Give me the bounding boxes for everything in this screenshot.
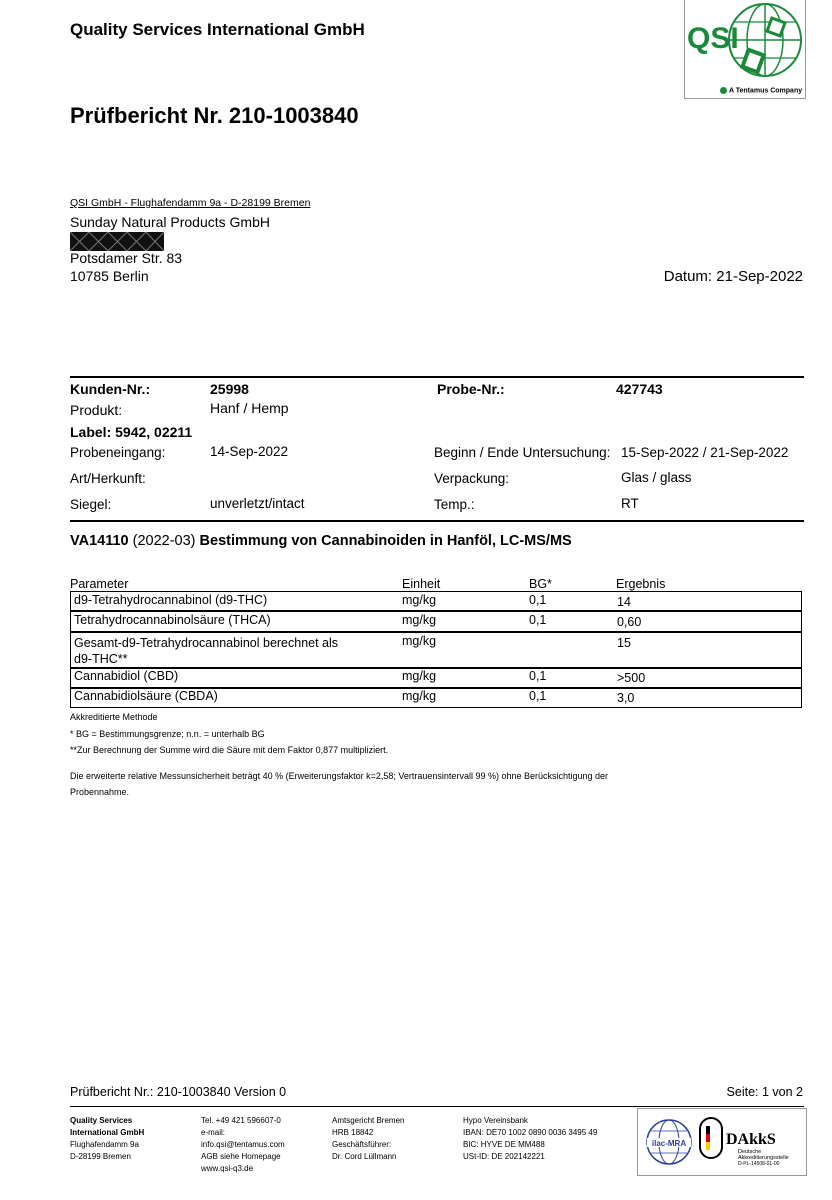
divider-bottom bbox=[70, 520, 804, 522]
recipient-street: Potsdamer Str. 83 bbox=[70, 250, 183, 266]
method-heading bbox=[70, 533, 572, 549]
method-version: (2022-03) bbox=[128, 533, 200, 549]
bg-note: * BG = Bestimmungsgrenze; n.n. = unterhalb BG bbox=[70, 729, 265, 739]
cell-bg: 0,1 bbox=[529, 689, 547, 703]
exam-label: Beginn / Ende Untersuchung: bbox=[434, 445, 611, 460]
company-name: Quality Services International GmbH bbox=[70, 20, 365, 39]
svg-text:Deutsche: Deutsche bbox=[738, 1149, 762, 1155]
cell-parameter-cont: d9-THC** bbox=[74, 652, 128, 666]
table-row bbox=[70, 632, 802, 668]
cell-result: 15 bbox=[617, 636, 631, 650]
accredited-note: Akkreditierte Methode bbox=[70, 712, 158, 722]
qsi-logo bbox=[684, 0, 806, 99]
packaging-value: Glas / glass bbox=[621, 470, 692, 485]
dakks-seal-icon bbox=[698, 1114, 802, 1170]
sample-label: Probe-Nr.: bbox=[437, 381, 505, 397]
svg-text:DAkkS: DAkkS bbox=[726, 1131, 776, 1148]
cell-result: >500 bbox=[617, 671, 646, 685]
customer-label: Kunden-Nr.: bbox=[70, 381, 151, 397]
report-title: Prüfbericht Nr. 210-1003840 bbox=[70, 103, 359, 128]
recipient-name: Sunday Natural Products GmbH bbox=[70, 214, 270, 230]
qsi-logo-graphic bbox=[685, 0, 805, 98]
footer-registry-col: Amtsgericht Bremen HRB 18842 Geschäftsführer: Dr. Cord Lüllmann bbox=[332, 1116, 405, 1161]
sum-note: **Zur Berechnung der Summe wird die Säure mit dem Faktor 0,877 multipliziert. bbox=[70, 745, 389, 755]
cell-unit: mg/kg bbox=[402, 634, 437, 648]
accreditation-seals bbox=[637, 1108, 807, 1176]
seal-value: unverletzt/intact bbox=[210, 496, 305, 511]
table-row bbox=[70, 591, 802, 611]
cell-result: 3,0 bbox=[617, 691, 635, 705]
uncertainty-note: Die erweiterte relative Messunsicherheit beträgt 40 % (Erweiterungsfaktor k=2,58; Vertrauensintervall 99 %) ohne Berücksichtigung der bbox=[70, 771, 609, 781]
cell-parameter: Cannabidiol (CBD) bbox=[74, 669, 179, 683]
redaction-pattern bbox=[70, 232, 164, 251]
report-date: Datum: 21-Sep-2022 bbox=[663, 268, 803, 285]
product-value: Hanf / Hemp bbox=[210, 400, 289, 416]
footer-divider bbox=[70, 1106, 804, 1107]
table-row bbox=[70, 688, 802, 708]
col-header-bg: BG* bbox=[529, 577, 552, 591]
redacted-line bbox=[70, 232, 164, 251]
uncertainty-note-cont: Probennahme. bbox=[70, 787, 130, 797]
footer-company-col: Quality Services International GmbH Flughafendamm 9a D-28199 Bremen bbox=[70, 1116, 145, 1161]
svg-text:D-PL-14508-01-00: D-PL-14508-01-00 bbox=[738, 1161, 780, 1167]
seal-label: Siegel: bbox=[70, 497, 112, 512]
cell-bg: 0,1 bbox=[529, 613, 547, 627]
cell-unit: mg/kg bbox=[402, 613, 437, 627]
footer-page-number: Seite: 1 von 2 bbox=[726, 1085, 803, 1099]
recipient-city: 10785 Berlin bbox=[70, 268, 149, 284]
cell-result: 14 bbox=[617, 595, 631, 609]
cell-bg: 0,1 bbox=[529, 593, 547, 607]
customer-number: 25998 bbox=[210, 381, 249, 397]
cell-bg: 0,1 bbox=[529, 669, 547, 683]
cell-unit: mg/kg bbox=[402, 593, 437, 607]
ilac-mra-icon bbox=[644, 1117, 694, 1167]
cell-unit: mg/kg bbox=[402, 669, 437, 683]
tentamus-dot-icon bbox=[720, 87, 727, 94]
table-row bbox=[70, 668, 802, 688]
svg-text:ilac-MRA: ilac-MRA bbox=[651, 1139, 687, 1148]
footer-bank-col: Hypo Vereinsbank IBAN: DE70 1002 0890 0036 3495 49 BIC: HYVE DE MM488 USt-ID: DE 202142221 bbox=[463, 1116, 598, 1161]
product-label: Produkt: bbox=[70, 402, 123, 418]
col-header-parameter: Parameter bbox=[70, 577, 129, 591]
label-numbers: Label: 5942, 02211 bbox=[70, 424, 193, 440]
footer-report-version: Prüfbericht Nr.: 210-1003840 Version 0 bbox=[70, 1085, 287, 1099]
cell-parameter: Tetrahydrocannabinolsäure (THCA) bbox=[74, 613, 271, 627]
sample-number: 427743 bbox=[616, 381, 663, 397]
method-code: VA14110 bbox=[70, 533, 129, 549]
temp-label: Temp.: bbox=[434, 497, 475, 512]
packaging-label: Verpackung: bbox=[434, 471, 510, 486]
cell-parameter: d9-Tetrahydrocannabinol (d9-THC) bbox=[74, 593, 268, 607]
temp-value: RT bbox=[621, 496, 639, 511]
cell-unit: mg/kg bbox=[402, 689, 437, 703]
col-header-result: Ergebnis bbox=[616, 577, 666, 591]
receipt-label: Probeneingang: bbox=[70, 445, 166, 460]
divider-top bbox=[70, 376, 804, 378]
footer-contact-col: Tel. +49 421 596607-0 e-mail: info.qsi@tentamus.com AGB siehe Homepage www.qsi-q3.de bbox=[201, 1116, 285, 1173]
table-row bbox=[70, 611, 802, 632]
receipt-date: 14-Sep-2022 bbox=[210, 444, 289, 459]
sender-line: QSI GmbH - Flughafendamm 9a - D-28199 Bremen bbox=[70, 197, 311, 209]
cell-parameter: Cannabidiolsäure (CBDA) bbox=[74, 689, 218, 703]
exam-dates: 15-Sep-2022 / 21-Sep-2022 bbox=[621, 445, 789, 460]
svg-text:Akkreditierungsstelle: Akkreditierungsstelle bbox=[738, 1155, 789, 1161]
method-title: Bestimmung von Cannabinoiden in Hanföl, LC-MS/MS bbox=[199, 533, 572, 549]
logo-tagline: A Tentamus Company bbox=[720, 87, 802, 94]
col-header-unit: Einheit bbox=[402, 577, 441, 591]
cell-parameter: Gesamt-d9-Tetrahydrocannabinol berechnet als bbox=[74, 636, 339, 650]
logo-letters: QSI bbox=[687, 22, 739, 55]
cell-result: 0,60 bbox=[617, 615, 642, 629]
origin-label: Art/Herkunft: bbox=[70, 471, 146, 486]
